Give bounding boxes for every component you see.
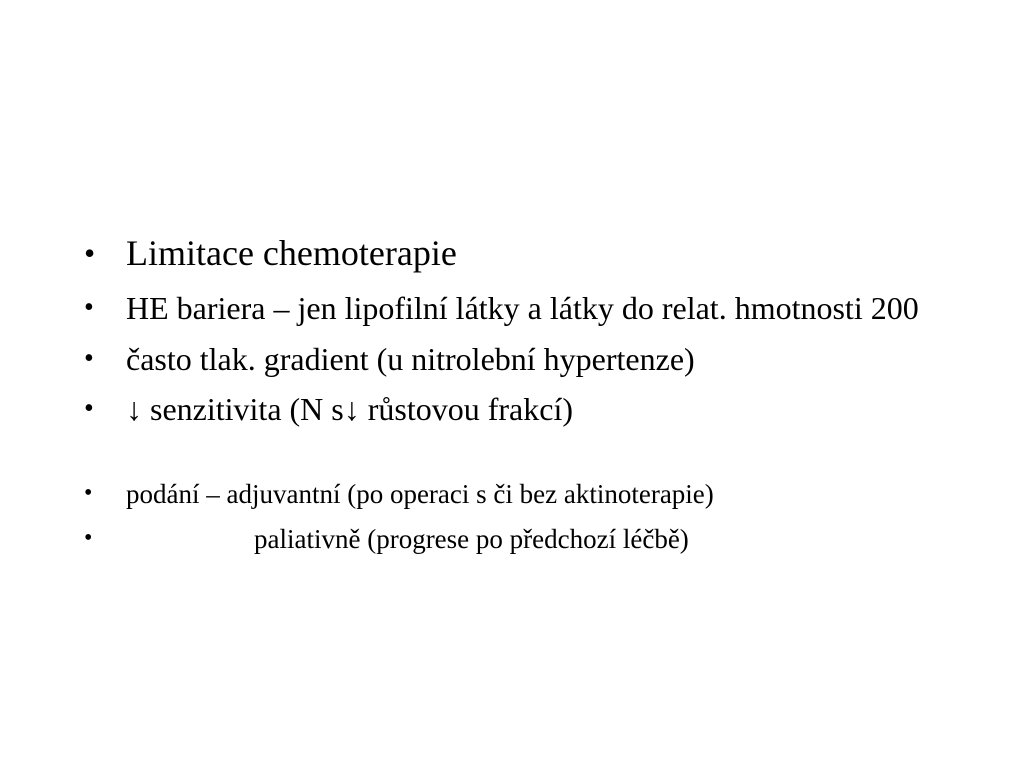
list-item — [84, 340, 984, 378]
bullet-icon: • — [84, 235, 96, 271]
list-item — [84, 390, 984, 428]
bullet-text: podání – adjuvantní (po operaci s či bez aktinoterapie) — [126, 479, 714, 510]
list-item — [84, 478, 984, 510]
spacer — [84, 440, 984, 478]
bullet-list — [84, 232, 984, 567]
bullet-text: Limitace chemoterapie — [126, 233, 457, 273]
list-item — [84, 232, 984, 275]
bullet-text: často tlak. gradient (u nitrolební hypertenze) — [126, 340, 695, 377]
list-item — [84, 523, 984, 555]
bullet-text: ↓ senzitivita (N s↓ růstovou frakcí) — [126, 390, 573, 427]
bullet-text: HE bariera – jen lipofilní látky a látky do relat. hmotnosti 200 — [126, 290, 919, 327]
bullet-icon: • — [84, 392, 94, 424]
bullet-icon: • — [84, 524, 93, 551]
bullet-icon: • — [84, 480, 93, 507]
bullet-text: paliativně (progrese po předchozí léčbě) — [254, 523, 689, 554]
list-item — [84, 289, 984, 327]
bullet-icon: • — [84, 342, 94, 374]
bullet-icon: • — [84, 292, 94, 324]
